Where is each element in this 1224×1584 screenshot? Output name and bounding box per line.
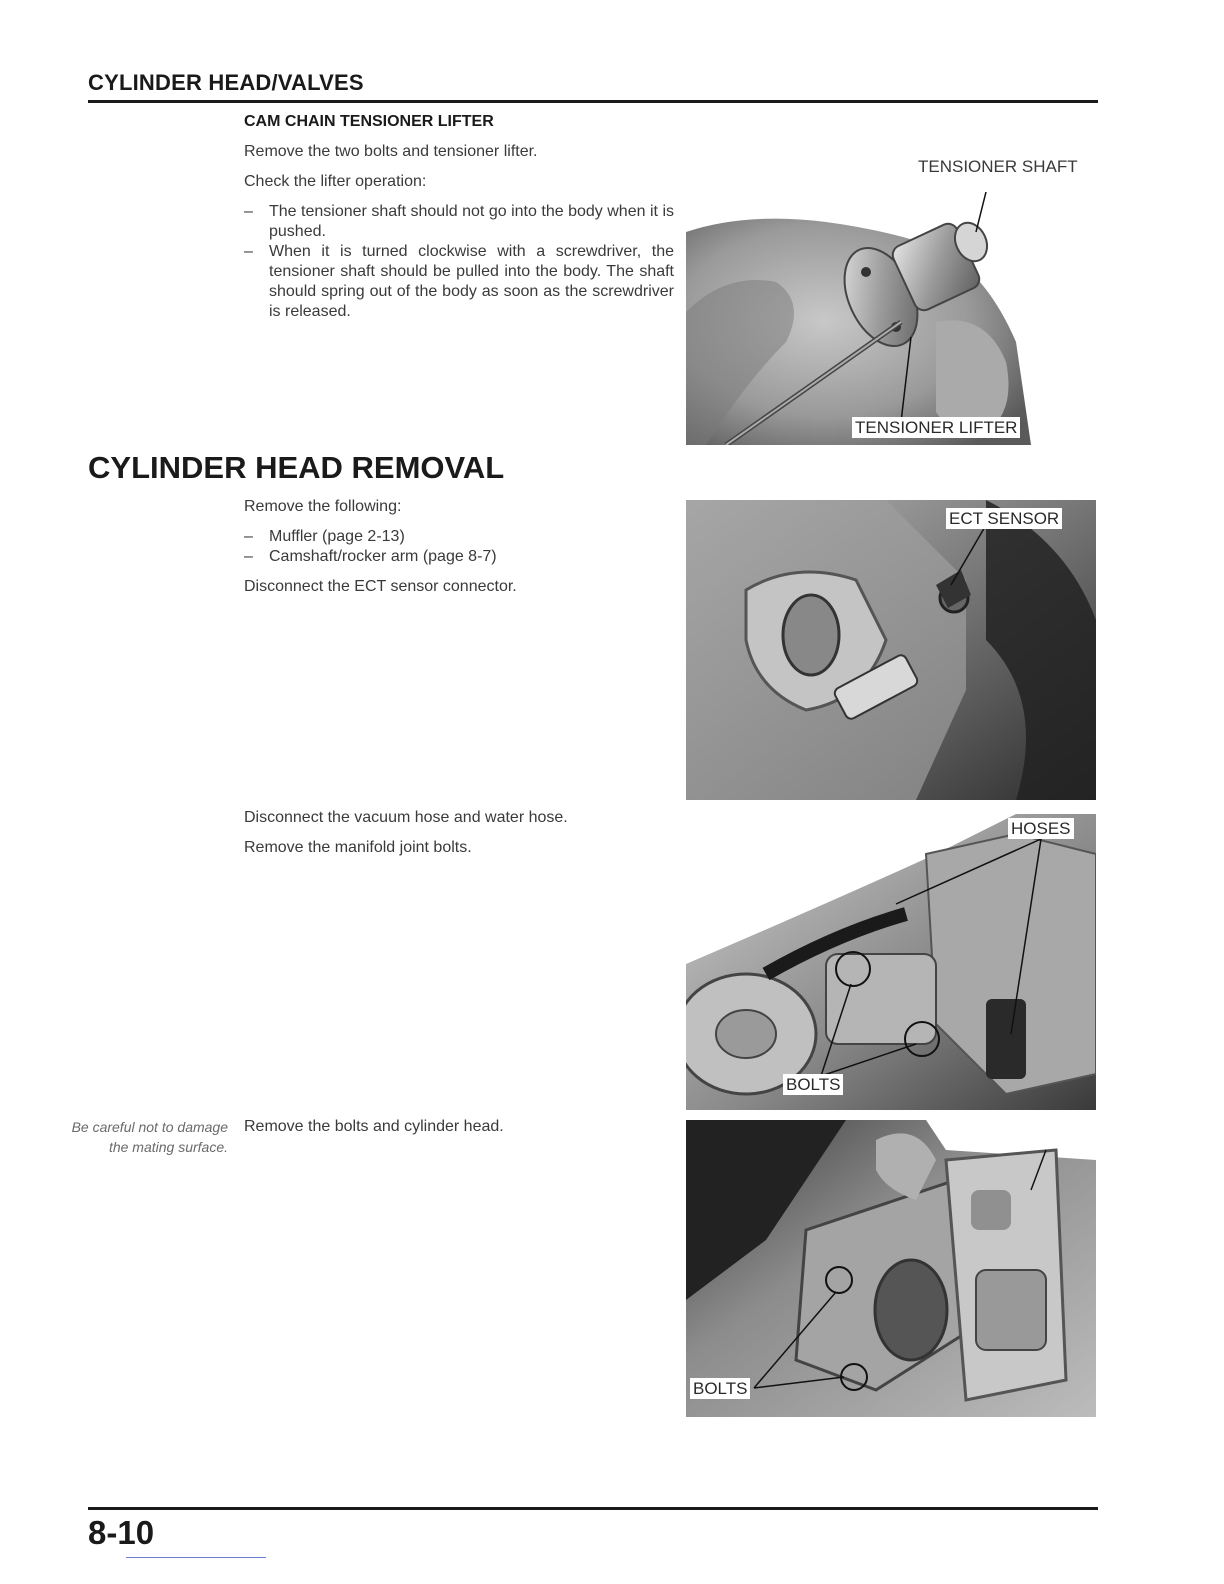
list-item-text: The tensioner shaft should not go into the body when it is pushed. xyxy=(269,203,674,240)
tensioner-heading: CAM CHAIN TENSIONER LIFTER xyxy=(244,113,494,130)
list-item: – Muffler (page 2-13) xyxy=(244,527,664,547)
cylinder-head-photo xyxy=(686,1120,1096,1417)
label-ect-sensor: ECT SENSOR xyxy=(946,508,1062,529)
hoses-photo xyxy=(686,814,1096,1110)
footer-link-underline xyxy=(126,1557,266,1558)
tensioner-photo xyxy=(686,192,1031,445)
list-item-text: When it is turned clockwise with a screwdriver, the tensioner shaft should be pulled into the body. The shaft should spring out of the body as soon as the screwdriver is released. xyxy=(269,243,674,320)
page-title: CYLINDER HEAD REMOVAL xyxy=(88,450,505,485)
label-bolts-cylinder-head: BOLTS xyxy=(690,1378,750,1399)
label-hoses: HOSES xyxy=(1008,818,1074,839)
list-item: – When it is turned clockwise with a screwdriver, the tensioner shaft should be pulled into the body. The shaft should spring out of the body as soon as the screwdriver is released. xyxy=(244,243,674,320)
ect-sensor-photo xyxy=(686,500,1096,800)
list-item-text: Camshaft/rocker arm (page 8-7) xyxy=(269,548,497,565)
list-item: – Camshaft/rocker arm (page 8-7) xyxy=(244,547,664,567)
tensioner-step-check: Check the lifter operation: xyxy=(244,173,427,190)
footer-rule xyxy=(88,1507,1098,1510)
removal-intro: Remove the following: xyxy=(244,498,402,515)
removal-step-ect: Disconnect the ECT sensor connector. xyxy=(244,578,517,595)
removal-step-hoses: Disconnect the vacuum hose and water hose. xyxy=(244,809,568,826)
list-item: – The tensioner shaft should not go into the body when it is pushed. xyxy=(244,203,674,240)
label-bolts-manifold: BOLTS xyxy=(783,1074,843,1095)
tensioner-step-remove: Remove the two bolts and tensioner lifter. xyxy=(244,143,538,160)
header-rule xyxy=(88,100,1098,103)
removal-step-cylinder-head: Remove the bolts and cylinder head. xyxy=(244,1118,504,1135)
section-title: CYLINDER HEAD/VALVES xyxy=(88,70,364,95)
label-tensioner-lifter: TENSIONER LIFTER xyxy=(852,417,1020,438)
caution-note: Be careful not to damage the mating surface. xyxy=(71,1119,228,1155)
page-number: 8-10 xyxy=(88,1514,155,1551)
list-item-text: Muffler (page 2-13) xyxy=(269,528,405,545)
removal-step-manifold-bolts: Remove the manifold joint bolts. xyxy=(244,839,472,856)
label-tensioner-shaft: TENSIONER SHAFT xyxy=(918,157,1078,176)
